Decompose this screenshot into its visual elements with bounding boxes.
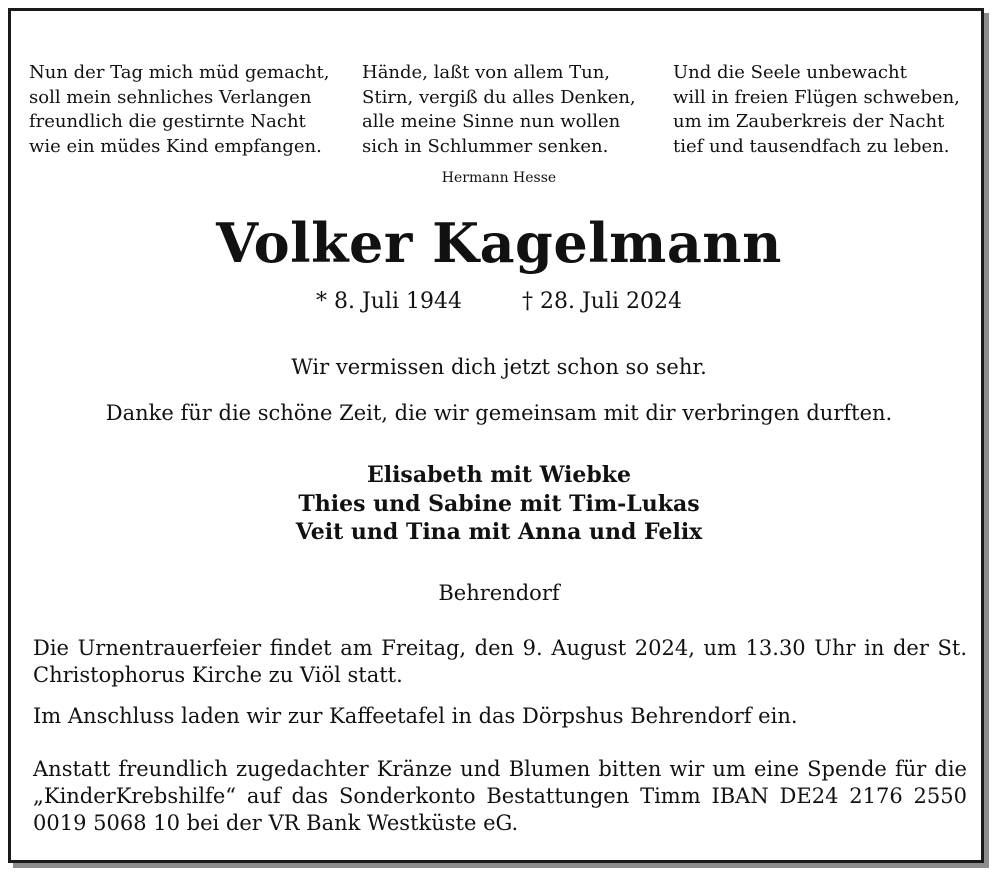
poem-column-1	[29, 61, 329, 159]
poem-line: alle meine Sinne nun wollen	[362, 111, 621, 132]
poem-line: will in freien Flügen schweben,	[673, 86, 960, 108]
thanks-message: Danke für die schöne Zeit, die wir gemeinsam mit dir verbringen durften.	[105, 401, 893, 425]
poem-line: Nun der Tag mich müd gemacht,	[29, 62, 330, 83]
miss-message: Wir vermissen dich jetzt schon so sehr.	[291, 355, 707, 379]
poem-author: Hermann Hesse	[441, 170, 557, 186]
poem-column-2	[362, 61, 636, 159]
deceased-name: Volker Kagelmann	[216, 211, 782, 275]
obituary-frame	[8, 8, 984, 863]
poem-line: Und die Seele unbewacht	[673, 62, 907, 83]
family-member-line: Elisabeth mit Wiebke	[366, 462, 632, 488]
family-list	[11, 461, 987, 547]
poem-line: wie ein müdes Kind empfangen.	[29, 135, 322, 157]
poem-line: Stirn, vergiß du alles Denken,	[362, 86, 636, 108]
donation-notice: Anstatt freundlich zugedachter Kränze und Blumen bitten wir um eine Spende für die „KinderKrebshilfe“ auf das Sonderkonto Bestattungen Timm IBAN DE24 2176 2550 0019 5068 10 bei der VR Bank Westküste eG.	[33, 757, 967, 835]
reception-notice: Im Anschluss laden wir zur Kaffeetafel in das Dörpshus Behrendorf ein.	[33, 704, 798, 728]
poem-line: Hände, laßt von allem Tun,	[362, 62, 611, 83]
life-dates	[11, 289, 987, 314]
family-member-line: Thies und Sabine mit Tim-Lukas	[298, 490, 700, 517]
funeral-notice: Die Urnentrauerfeier findet am Freitag, den 9. August 2024, um 13.30 Uhr in der St. Christophorus Kirche zu Viöl statt.	[33, 636, 967, 687]
death-date: † 28. Juli 2024	[522, 289, 683, 314]
poem-line: soll mein sehnliches Verlangen	[29, 86, 312, 108]
place-name: Behrendorf	[438, 581, 560, 605]
poem-line: tief und tausendfach zu leben.	[673, 135, 950, 157]
poem-line: um im Zauberkreis der Nacht	[673, 111, 945, 132]
poem-line: freundlich die gestirnte Nacht	[29, 111, 306, 132]
poem-column-3	[673, 61, 960, 159]
family-member-line: Veit und Tina mit Anna und Felix	[295, 519, 703, 545]
poem-line: sich in Schlummer senken.	[362, 135, 609, 157]
birth-date: * 8. Juli 1944	[315, 289, 462, 314]
